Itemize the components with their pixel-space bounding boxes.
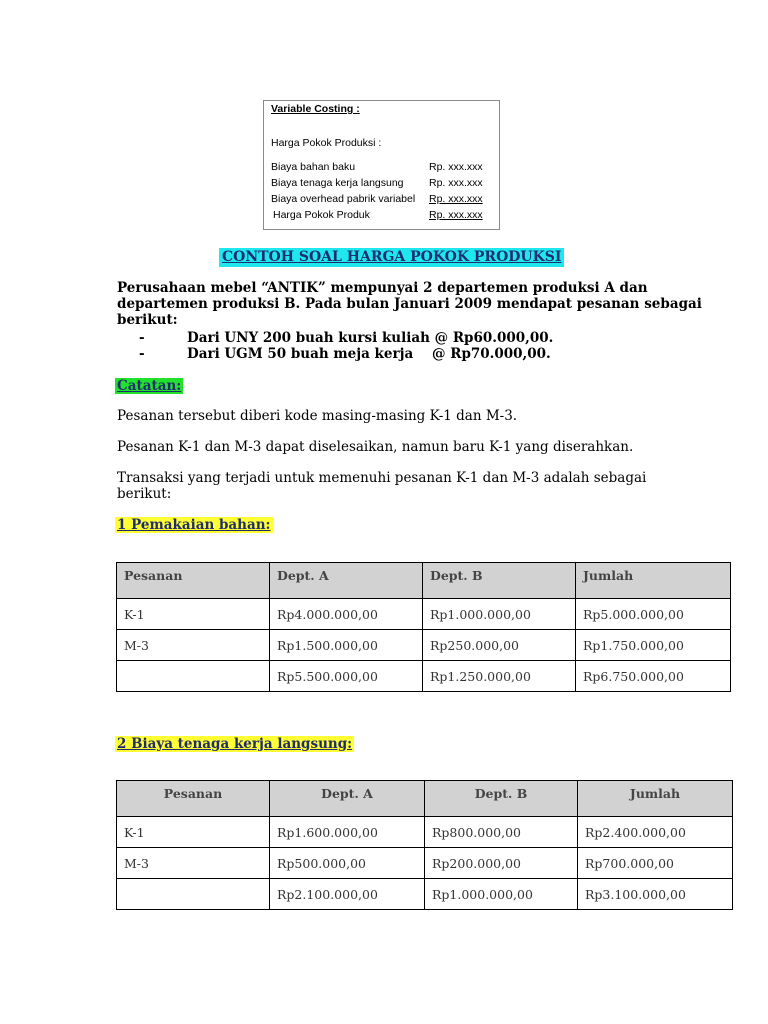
material-usage-table — [116, 562, 731, 692]
order-dash: - — [139, 346, 145, 362]
table-row — [117, 817, 733, 848]
cost-label: Harga Pokok Produk — [273, 209, 370, 221]
cost-amount: Rp. xxx.xxx — [429, 193, 483, 205]
section2-title: 2 Biaya tenaga kerja langsung: — [117, 736, 353, 752]
table-cell — [117, 879, 270, 910]
table-cell: Rp3.100.000,00 — [578, 879, 733, 910]
section2-title-wrap — [115, 734, 354, 753]
table-cell: Rp1.250.000,00 — [423, 661, 576, 692]
intro-line: berikut: — [117, 312, 178, 328]
table-row — [117, 599, 731, 630]
table-cell: Rp4.000.000,00 — [270, 599, 423, 630]
table-cell: Rp1.600.000,00 — [270, 817, 425, 848]
order-item: Dari UGM 50 buah meja kerja @ Rp70.000,00. — [187, 346, 551, 362]
note-label-wrap — [115, 376, 183, 395]
header-cell: Dept. B — [423, 563, 576, 599]
table-cell — [117, 661, 270, 692]
cost-amount: Rp. xxx.xxx — [429, 161, 483, 173]
cost-label: Biaya tenaga kerja langsung — [271, 177, 404, 189]
intro-line: Perusahaan mebel “ANTIK” mempunyai 2 departemen produksi A dan — [117, 280, 648, 296]
table-cell: Rp5.000.000,00 — [576, 599, 731, 630]
note-label: Catatan: — [117, 378, 182, 394]
variable-costing-subtitle: Harga Pokok Produksi : — [271, 137, 382, 149]
note-line: Pesanan K-1 dan M-3 dapat diselesaikan, namun baru K-1 yang diserahkan. — [117, 439, 634, 455]
section1-title: 1 Pemakaian bahan: — [117, 517, 271, 533]
header-cell: Dept. A — [270, 781, 425, 817]
table-cell: M-3 — [117, 630, 270, 661]
order-dash: - — [139, 330, 145, 346]
variable-costing-row — [271, 177, 489, 191]
table-cell: Rp1.750.000,00 — [576, 630, 731, 661]
table-cell: K-1 — [117, 599, 270, 630]
header-cell: Jumlah — [578, 781, 733, 817]
header-cell: Pesanan — [117, 781, 270, 817]
page-heading: CONTOH SOAL HARGA POKOK PRODUKSI — [219, 248, 564, 267]
table-cell: M-3 — [117, 848, 270, 879]
table-cell: Rp1.500.000,00 — [270, 630, 423, 661]
table-cell: Rp200.000,00 — [425, 848, 578, 879]
variable-costing-row — [271, 161, 489, 175]
variable-costing-row — [271, 209, 489, 223]
table-row — [117, 630, 731, 661]
table-total-row — [117, 661, 731, 692]
table-cell: Rp2.400.000,00 — [578, 817, 733, 848]
table-cell: Rp500.000,00 — [270, 848, 425, 879]
variable-costing-box — [263, 100, 500, 230]
table-header-row — [117, 563, 731, 599]
header-cell: Dept. B — [425, 781, 578, 817]
table-cell: Rp2.100.000,00 — [270, 879, 425, 910]
table-cell: K-1 — [117, 817, 270, 848]
note-line: Pesanan tersebut diberi kode masing-masing K-1 dan M-3. — [117, 408, 518, 424]
cost-amount: Rp. xxx.xxx — [429, 177, 483, 189]
table-cell: Rp1.000.000,00 — [423, 599, 576, 630]
header-cell: Jumlah — [576, 563, 731, 599]
cost-label: Biaya overhead pabrik variabel — [271, 193, 416, 205]
header-cell: Pesanan — [117, 563, 270, 599]
section1-title-wrap — [115, 515, 273, 534]
variable-costing-row — [271, 193, 489, 207]
table-total-row — [117, 879, 733, 910]
table-header-row — [117, 781, 733, 817]
variable-costing-title: Variable Costing : — [271, 103, 360, 115]
table-cell: Rp6.750.000,00 — [576, 661, 731, 692]
table-cell: Rp1.000.000,00 — [425, 879, 578, 910]
cost-label: Biaya bahan baku — [271, 161, 356, 173]
table-cell: Rp250.000,00 — [423, 630, 576, 661]
transaction-line: berikut: — [117, 486, 172, 502]
intro-line: departemen produksi B. Pada bulan Januari 2009 mendapat pesanan sebagai — [117, 296, 702, 312]
direct-labor-table — [116, 780, 733, 910]
table-row — [117, 848, 733, 879]
table-cell: Rp700.000,00 — [578, 848, 733, 879]
header-cell: Dept. A — [270, 563, 423, 599]
cost-amount: Rp. xxx.xxx — [429, 209, 483, 221]
table-cell: Rp800.000,00 — [425, 817, 578, 848]
order-item: Dari UNY 200 buah kursi kuliah @ Rp60.000,00. — [187, 330, 554, 346]
transaction-line: Transaksi yang terjadi untuk memenuhi pesanan K-1 dan M-3 adalah sebagai — [117, 470, 647, 486]
table-cell: Rp5.500.000,00 — [270, 661, 423, 692]
